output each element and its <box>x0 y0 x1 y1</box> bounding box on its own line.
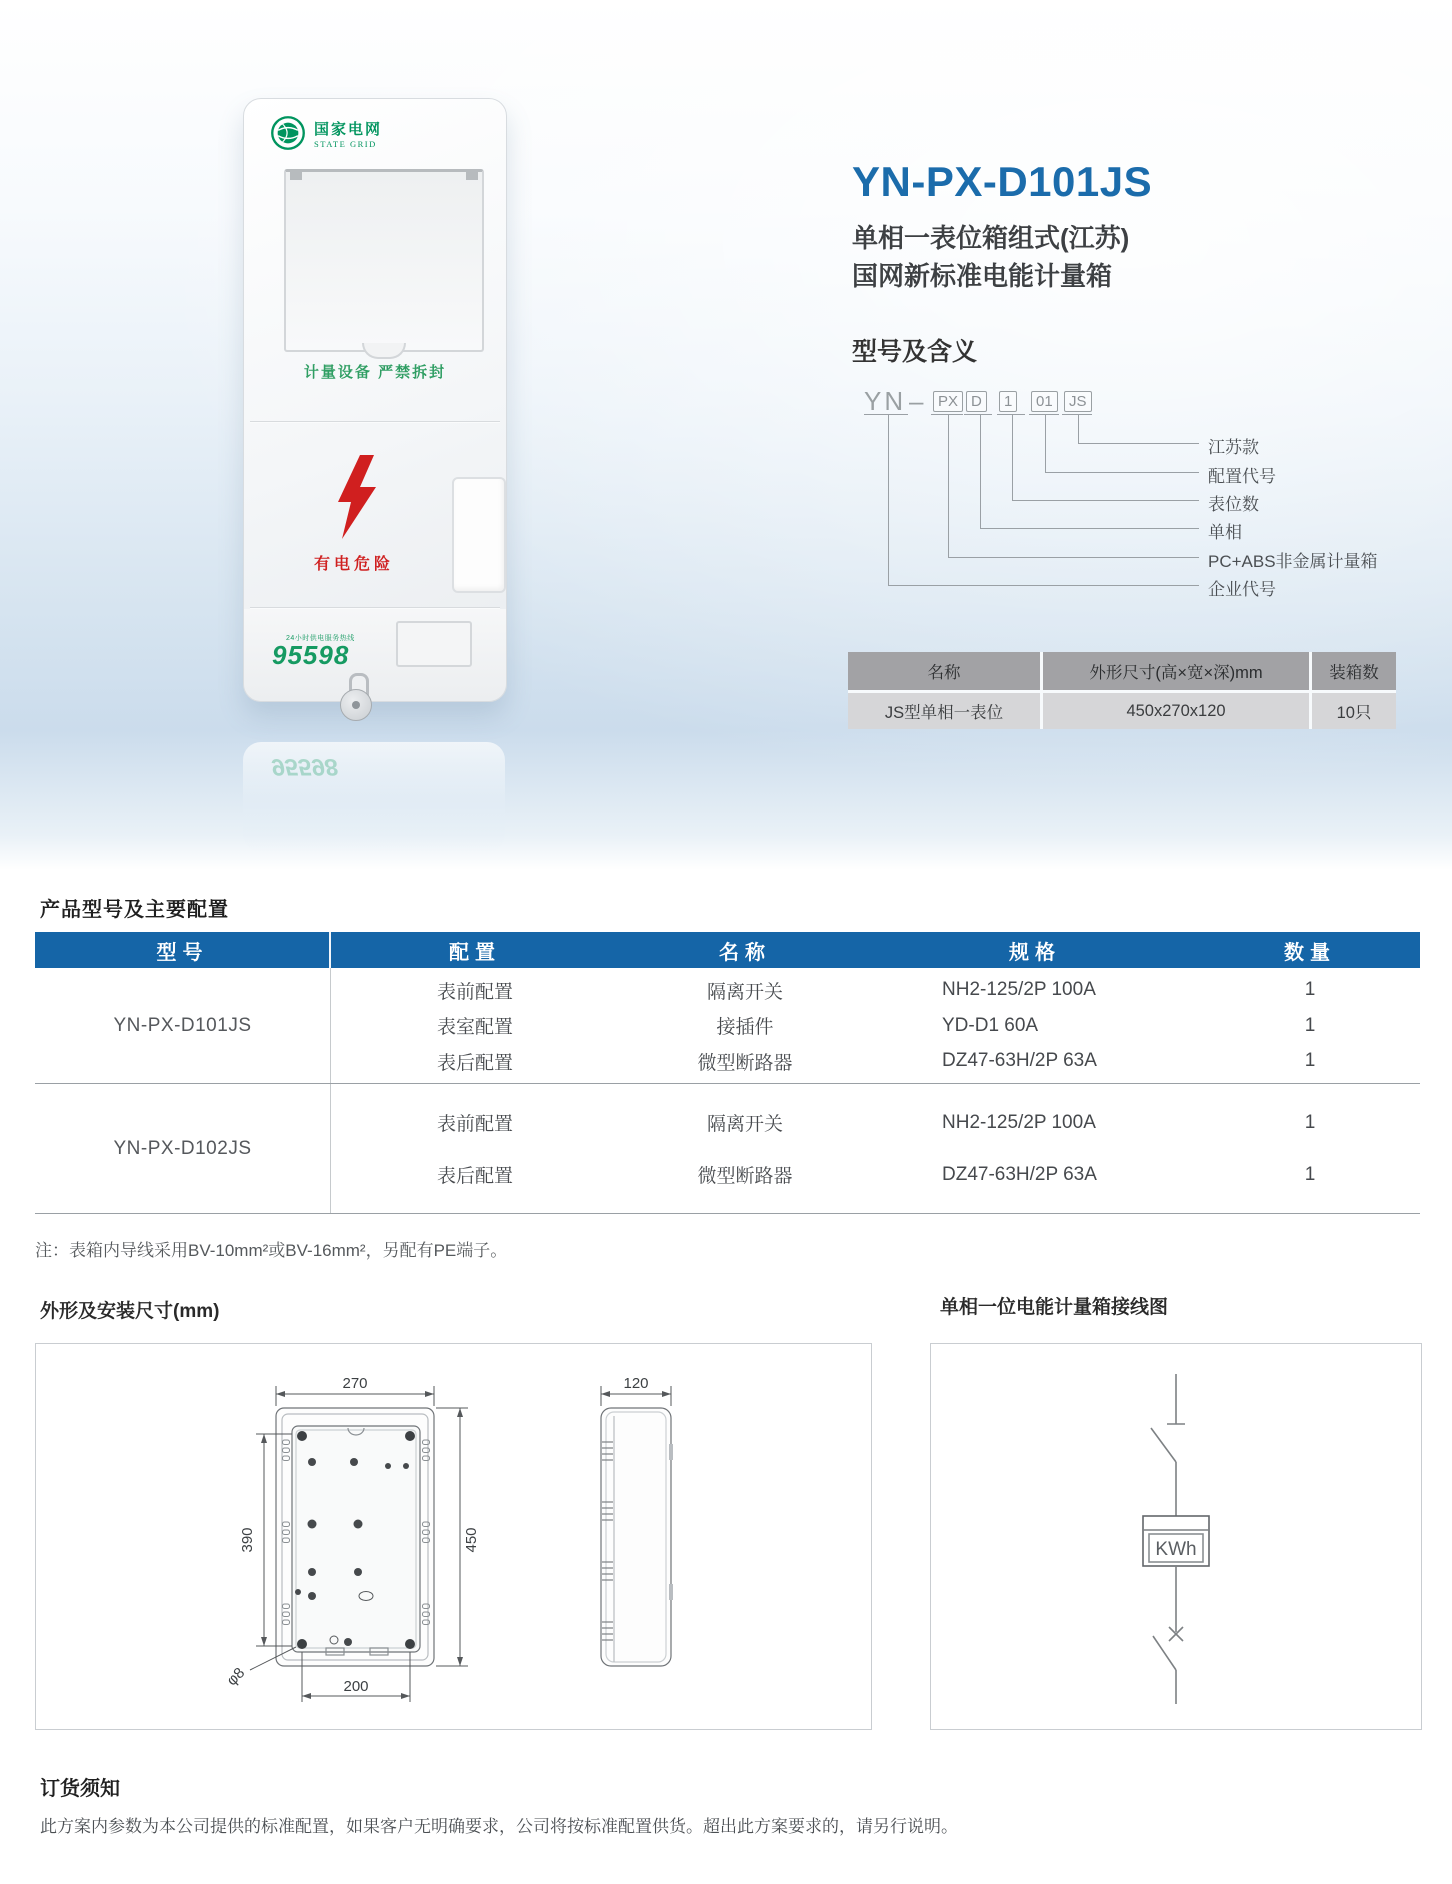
model-code-segment: JS <box>1064 391 1092 412</box>
meter-label: KWh <box>1155 1539 1197 1560</box>
window-latch-tab <box>362 343 406 359</box>
isolator-switch-symbol <box>1151 1424 1185 1462</box>
config-note: 注：表箱内导线采用BV-10mm²或BV-16mm²，另配有PE端子。 <box>35 1241 508 1260</box>
model-code-separator: – <box>909 386 924 416</box>
config-model-cell: YN-PX-D102JS <box>113 1137 252 1159</box>
wiring-diagram-panel <box>930 1343 1422 1730</box>
model-code-prefix: YN <box>864 386 907 416</box>
dim-depth: 120 <box>623 1375 649 1392</box>
lightning-icon <box>336 455 378 539</box>
config-col-qty: 数量 <box>1284 941 1336 964</box>
model-code-segment: 1 <box>999 391 1017 412</box>
code-meaning-label: PC+ABS非金属计量箱 <box>1208 552 1378 571</box>
config-col-spec: 规格 <box>1009 941 1061 964</box>
dim-mount-height: 390 <box>239 1527 256 1553</box>
hotline-logo <box>272 633 355 669</box>
dim-hole-diameter: φ8 <box>223 1664 249 1690</box>
brand-name-cn: 国家电网 <box>314 120 383 138</box>
spec-cell: NH2-125/2P 100A <box>942 979 1096 1000</box>
config-section-heading: 产品型号及主要配置 <box>40 899 229 921</box>
code-meaning-label: 表位数 <box>1208 495 1259 514</box>
hotline-tagline: 24小时供电服务热线 <box>286 635 355 642</box>
brand-name-en: STATE GRID <box>314 138 377 149</box>
window-hinge-icon <box>290 172 302 180</box>
lock-icon <box>340 689 372 721</box>
spec-col-name: 名称 <box>848 652 1040 690</box>
dimension-drawing-panel <box>35 1343 872 1730</box>
table-row <box>330 1161 1420 1188</box>
product-photo-reflection <box>243 742 505 852</box>
stage-cell: 表后配置 <box>436 1166 513 1187</box>
dim-front-width: 270 <box>342 1375 368 1392</box>
spec-table <box>848 652 1396 729</box>
spec-value-size: 450x270x120 <box>1043 693 1309 729</box>
spec-cell: YD-D1 60A <box>942 1014 1039 1036</box>
qty-cell: 1 <box>1304 1014 1316 1036</box>
model-code-segment: D <box>966 391 987 412</box>
table-row <box>330 1048 1420 1075</box>
stage-cell: 表后配置 <box>436 1052 513 1074</box>
spec-col-qty: 装箱数 <box>1312 652 1396 690</box>
spec-cell: DZ47-63H/2P 63A <box>942 1050 1097 1071</box>
product-subtitle-2: 国网新标准电能计量箱 <box>852 261 1113 291</box>
code-meaning-label: 企业代号 <box>1208 580 1276 599</box>
name-cell: 接插件 <box>716 1017 774 1038</box>
header-divider <box>329 932 331 968</box>
panel-seam <box>250 421 500 422</box>
side-view-drawing <box>601 1408 673 1666</box>
config-col-model: 型号 <box>156 941 209 964</box>
hero-section <box>0 0 1452 870</box>
dimensions-heading: 外形及安装尺寸(mm) <box>40 1301 220 1322</box>
config-table-body <box>35 968 1420 1214</box>
spec-value-qty: 10只 <box>1312 693 1396 729</box>
code-connector <box>888 415 1199 586</box>
name-cell: 微型断路器 <box>697 1166 793 1187</box>
ordering-notes-text: 此方案内参数为本公司提供的标准配置，如果客户无明确要求，公司将按标准配置供货。超出此方案要求的，请另行说明。 <box>40 1817 958 1836</box>
config-group <box>35 1084 1420 1213</box>
qty-cell: 1 <box>1304 1111 1316 1133</box>
name-cell: 微型断路器 <box>697 1052 793 1074</box>
config-group <box>35 968 1420 1084</box>
dim-mount-width: 200 <box>343 1678 369 1695</box>
config-table <box>35 932 1420 1214</box>
model-code-segment: PX <box>933 391 963 412</box>
model-meaning-heading: 型号及含义 <box>852 338 978 366</box>
brand-block <box>270 115 382 151</box>
name-cell: 隔离开关 <box>706 1114 783 1135</box>
seal-warning-label: 计量设备 严禁拆封 <box>303 364 447 381</box>
front-view-drawing <box>276 1408 434 1666</box>
product-photo <box>243 98 507 702</box>
window-hinge-icon <box>466 172 478 180</box>
hotline-reflection: 95598 <box>271 753 338 780</box>
spec-cell: DZ47-63H/2P 63A <box>942 1163 1097 1185</box>
panel-seam <box>250 607 500 608</box>
model-code-segment: 01 <box>1031 391 1058 412</box>
config-col-stage: 配置 <box>449 941 501 964</box>
side-door <box>452 477 506 593</box>
ordering-notes-heading: 订货须知 <box>40 1778 120 1800</box>
product-subtitle-1: 单相一表位箱组式(江苏) <box>852 223 1130 253</box>
qty-cell: 1 <box>1304 979 1316 1000</box>
config-model-cell: YN-PX-D101JS <box>113 1014 252 1036</box>
cable-knockout <box>396 621 472 667</box>
qty-cell: 1 <box>1304 1163 1316 1185</box>
dimension-drawing <box>36 1344 871 1729</box>
breaker-switch-symbol <box>1153 1627 1183 1670</box>
dim-front-height: 450 <box>463 1527 480 1553</box>
qty-cell: 1 <box>1304 1050 1316 1071</box>
stage-cell: 表前配置 <box>436 1114 513 1135</box>
table-row <box>330 1109 1420 1136</box>
name-cell: 隔离开关 <box>706 981 783 1003</box>
spec-cell: NH2-125/2P 100A <box>942 1111 1096 1133</box>
code-meaning-label: 江苏款 <box>1208 438 1259 457</box>
code-meaning-label: 配置代号 <box>1208 467 1276 486</box>
stage-cell: 表前配置 <box>436 981 513 1003</box>
state-grid-logo-icon <box>270 115 306 151</box>
bottom-apron <box>244 609 506 701</box>
spec-value-name: JS型单相一表位 <box>848 693 1040 729</box>
stage-cell: 表室配置 <box>436 1017 513 1038</box>
code-meaning-label: 单相 <box>1208 523 1242 542</box>
wiring-heading: 单相一位电能计量箱接线图 <box>940 1297 1169 1318</box>
table-row <box>330 1012 1420 1039</box>
table-row <box>330 977 1420 1004</box>
hotline-number: 95598 <box>272 640 350 670</box>
config-table-header <box>35 932 1420 968</box>
product-model-title: YN-PX-D101JS <box>852 158 1153 205</box>
wiring-diagram <box>931 1344 1421 1729</box>
meter-window <box>284 169 484 352</box>
danger-label: 有电危险 <box>313 556 394 573</box>
spec-col-size: 外形尺寸(高×宽×深)mm <box>1043 652 1309 690</box>
config-col-name: 名称 <box>719 941 771 964</box>
